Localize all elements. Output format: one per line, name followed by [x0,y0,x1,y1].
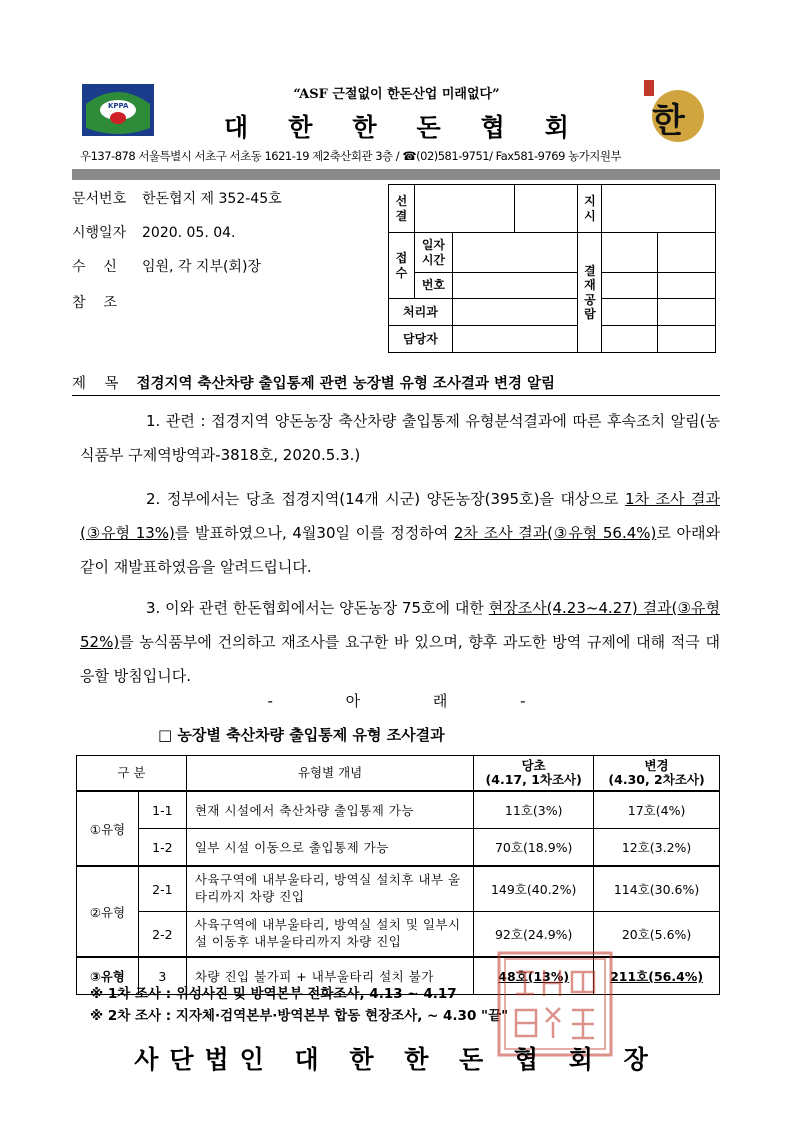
header-category: 구 분 [77,756,187,792]
header-initial [474,756,594,792]
row-code: 2-1 [138,866,186,912]
svg-text:한: 한 [652,101,685,141]
reference [72,292,142,312]
recipient-value: 임원, 각 지부(회)장 [142,259,261,275]
approval-instruction: 지 시 [578,185,602,233]
results-table [76,755,720,995]
subject [72,372,555,393]
paragraph-2-underline-1: 1차 조사 결과(③유형 13%) [80,490,720,542]
approval-circulation: 결 재 공 람 [578,233,602,353]
paragraph-3-text-a: 3. 이와 관련 한돈협회에서는 양돈농장 75호에 대한 [146,599,489,617]
document-number-label: 문서번호 [72,191,127,207]
header-changed [594,756,720,792]
issue-date [72,222,236,242]
row-concept: 사육구역에 내부울타리, 방역실 설치 및 일부시설 이동후 내부울타리까지 차량 진입 [186,912,473,958]
issue-date-label: 시행일자 [72,225,127,241]
svg-text:KPPA: KPPA [108,102,129,110]
approval-grid [388,184,716,352]
table-row [77,866,720,912]
header-changed-label: 변경 [644,757,669,773]
document-number [72,188,282,208]
row-changed: 20호(5.6%) [594,912,720,958]
row-changed: 17호(4%) [594,791,720,829]
row-code: 2-2 [138,912,186,958]
row-changed: 12호(3.2%) [594,829,720,867]
table-row [77,791,720,829]
paragraph-2 [80,482,720,584]
paragraph-2-text-b: 를 발표하였으나, 4월30일 이를 정정하여 [174,524,454,542]
paragraph-2-text-a: 2. 정부에서는 당초 접경지역(14개 시군) 양돈농장(395호)을 대상으로 [146,490,625,508]
slogan: “ASF 근절없이 한돈산업 미래없다” [293,87,500,102]
hanton-logo [640,76,710,146]
group-type-3: ③유형 [77,957,139,995]
address-line: 우137-878 서울특별시 서초구 서초동 1621-19 제2축산회관 3층 / ☎(02)581-9751/ Fax581-9769 농가지원부 [80,149,622,163]
approval-pre-decision: 선 결 [389,185,415,233]
group-type-2: ②유형 [77,866,139,957]
below-heading: - 아 래 - [267,692,560,710]
org-name: 대한한돈협회 [224,113,609,142]
recipient [72,256,261,276]
header-initial-sub: (4.17, 1차조사) [485,772,582,787]
subject-divider [72,395,720,396]
approval-receipt: 접 수 [389,233,415,299]
paragraph-3-underline: 현장조사(4.23~4.27) 결과(③유형 52%) [80,599,720,651]
row-concept: 사육구역에 내부울타리, 방역실 설치후 내부 울타리까지 차량 진입 [186,866,473,912]
approval-officer: 담당자 [389,326,453,353]
paragraph-2-text-c: 로 아래와 같이 재발표하였음을 알려드립니다. [80,524,720,576]
row-initial: 70호(18.9%) [474,829,594,867]
header-changed-sub: (4.30, 2차조사) [608,772,705,787]
header-concept: 유형별 개념 [186,756,473,792]
row-code: 1-1 [138,791,186,829]
document-number-value: 한돈협지 제 352-45호 [142,191,282,207]
issue-date-value: 2020. 05. 04. [142,225,236,241]
row-changed: 114호(30.6%) [594,866,720,912]
approval-date-time: 일자 시간 [414,233,452,273]
approval-number: 번호 [414,273,452,299]
group-type-1: ①유형 [77,791,139,866]
note-second-survey: ※ 2차 조사 : 지자체·검역본부·방역본부 합동 현장조사, ~ 4.30 "끝" [90,1008,509,1024]
table-title: □ 농장별 축산차량 출입통제 유형 조사결과 [158,726,445,744]
paragraph-3 [80,591,720,693]
row-code: 3 [138,957,186,995]
signature-line: 사단법인 대 한 한 돈 협 회 장 [134,1045,659,1074]
table-row [77,912,720,958]
row-concept: 차량 진입 불가피 + 내부울타리 설치 불가 [186,957,473,995]
subject-label: 제 목 [72,376,119,392]
row-initial: 48호(13%) [474,957,594,995]
subject-text: 접경지역 축산차량 출입통제 관련 농장별 유형 조사결과 변경 알림 [136,376,556,392]
paragraph-2-underline-2: 2차 조사 결과(③유형 56.4%) [453,524,657,542]
row-initial: 92호(24.9%) [474,912,594,958]
row-initial: 11호(3%) [474,791,594,829]
row-initial: 149호(40.2%) [474,866,594,912]
paragraph-3-text-b: 를 농식품부에 건의하고 재조사를 요구한 바 있으며, 향후 과도한 방역 규제에 대해 적극 대응할 방침입니다. [80,633,720,685]
row-changed: 211호(56.4%) [594,957,720,995]
row-concept: 현재 시설에서 축산차량 출입통제 가능 [186,791,473,829]
recipient-label: 수 신 [72,259,117,275]
table-row [77,829,720,867]
approval-dept: 처리과 [389,299,453,326]
paragraph-1: 1. 관련 : 접경지역 양돈농장 축산차량 출입통제 유형분석결과에 따른 후속조치 알림(농식품부 구제역방역과-3818호, 2020.5.3.) [80,412,720,464]
row-code: 1-2 [138,829,186,867]
reference-label: 참 조 [72,295,117,311]
row-concept: 일부 시설 이동으로 출입통제 가능 [186,829,473,867]
note-first-survey: ※ 1차 조사 : 위성사진 및 방역본부 전화조사, 4.13 ~ 4.17 [90,986,457,1002]
header-initial-label: 당초 [521,757,546,773]
header-divider [72,169,720,180]
